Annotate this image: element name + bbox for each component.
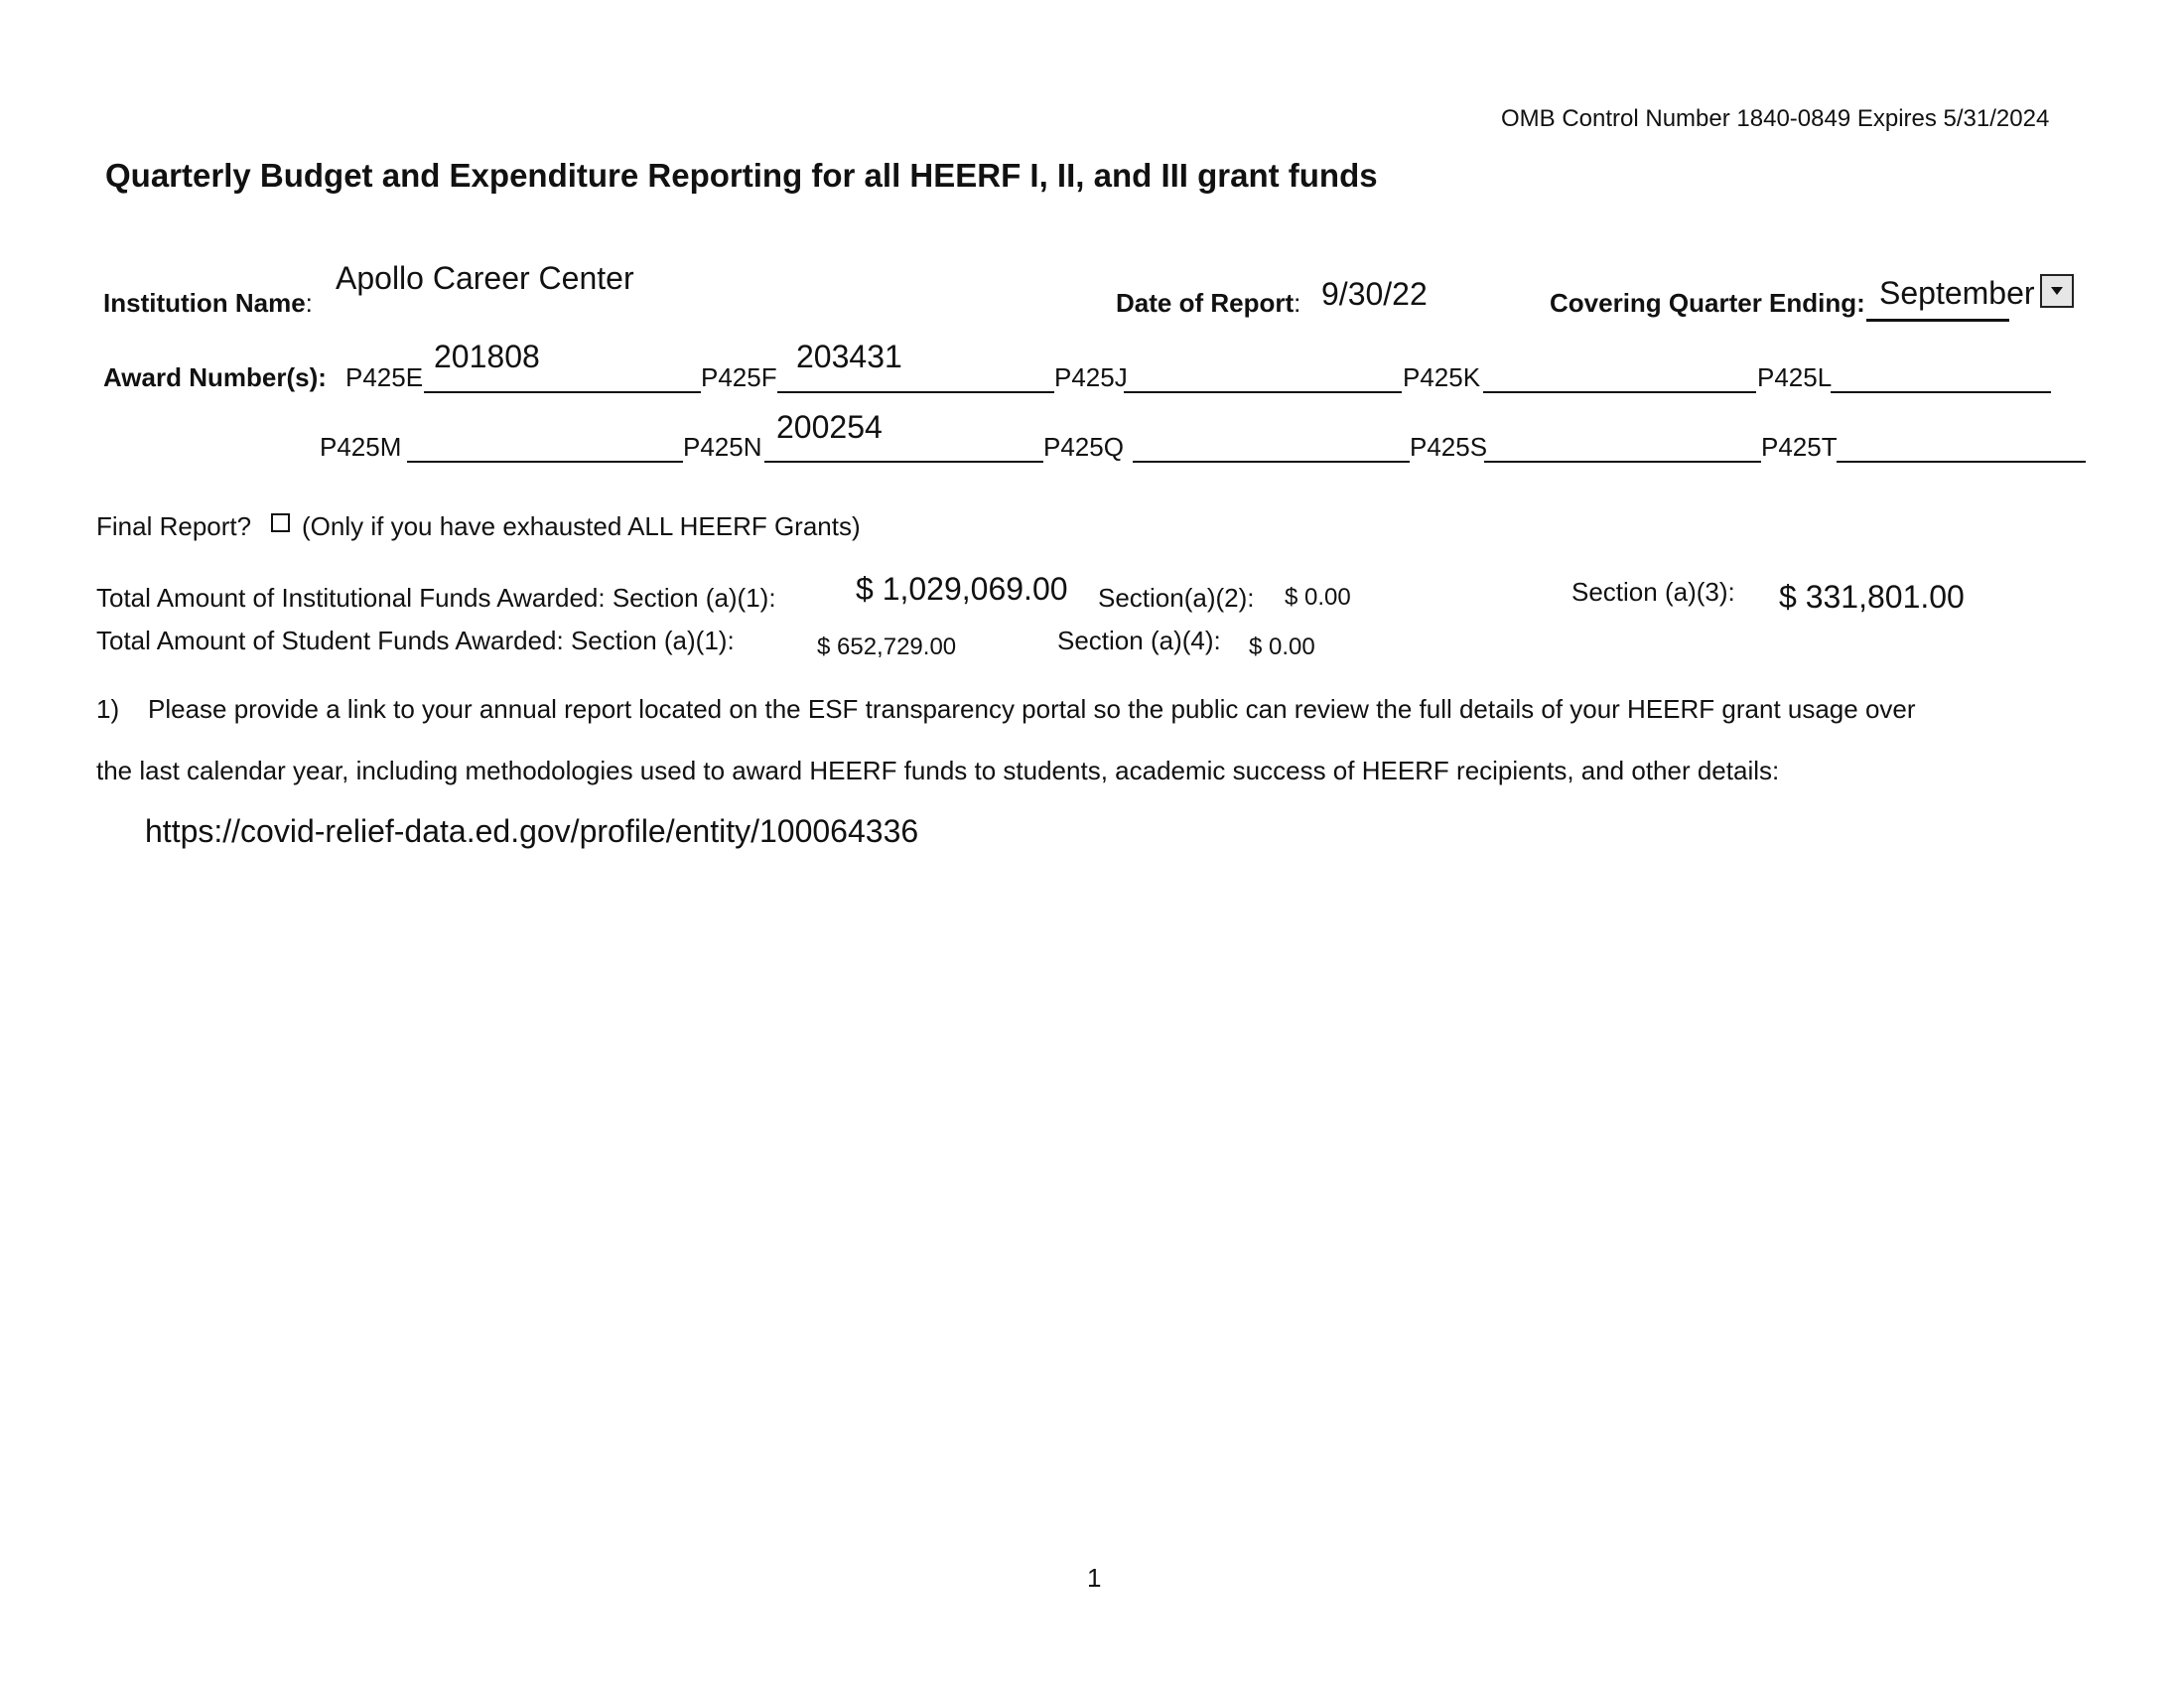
award-code-p425f: P425F (701, 362, 777, 392)
chevron-down-icon (2049, 285, 2065, 297)
award-underline-p425k (1483, 391, 1756, 393)
award-underline-p425e (424, 391, 701, 393)
omb-control-number: OMB Control Number 1840-0849 Expires 5/31/2024 (1501, 105, 2050, 132)
institutional-funds-label: Total Amount of Institutional Funds Awarded: Section (a)(1): (96, 583, 776, 613)
institutional-a3-amount[interactable]: $ 331,801.00 (1779, 579, 1965, 615)
award-underline-p425q (1133, 461, 1410, 463)
award-code-p425q: P425Q (1043, 432, 1124, 462)
award-underline-p425j (1124, 391, 1402, 393)
institution-name-label: Institution Name: (103, 288, 313, 318)
quarter-ending-label: Covering Quarter Ending: (1550, 288, 1865, 318)
date-of-report-field[interactable]: 9/30/22 (1321, 276, 1428, 312)
award-underline-p425l (1831, 391, 2051, 393)
award-code-p425k: P425K (1403, 362, 1481, 392)
award-field-p425f[interactable]: 203431 (796, 339, 902, 374)
final-report-checkbox[interactable] (271, 513, 290, 532)
award-underline-p425t (1837, 461, 2086, 463)
institution-name-field[interactable]: Apollo Career Center (336, 260, 634, 296)
award-underline-p425m (407, 461, 683, 463)
award-code-p425s: P425S (1410, 432, 1488, 462)
award-code-p425l: P425L (1757, 362, 1833, 392)
institutional-a2-label: Section(a)(2): (1098, 583, 1255, 613)
award-code-p425t: P425T (1761, 432, 1838, 462)
page-number: 1 (1087, 1563, 1102, 1593)
award-field-p425n[interactable]: 200254 (776, 409, 883, 445)
form-title: Quarterly Budget and Expenditure Reporting for all HEERF I, II, and III grant funds (105, 157, 1378, 194)
award-numbers-label: Award Number(s): (103, 362, 327, 392)
award-underline-p425f (777, 391, 1054, 393)
quarter-select-underline (1866, 319, 2009, 322)
date-of-report-label: Date of Report: (1116, 288, 1301, 318)
award-code-p425n: P425N (683, 432, 762, 462)
award-underline-p425n (764, 461, 1043, 463)
award-underline-p425s (1484, 461, 1761, 463)
award-code-p425e: P425E (345, 362, 424, 392)
award-code-p425m: P425M (320, 432, 402, 462)
question-1-number: 1) (96, 694, 120, 724)
question-1-answer-field[interactable]: https://covid-relief-data.ed.gov/profile/entity/100064336 (145, 813, 919, 849)
final-report-label: Final Report? (96, 511, 252, 541)
award-field-p425e[interactable]: 201808 (434, 339, 540, 374)
student-a4-amount[interactable]: $ 0.00 (1249, 633, 1315, 660)
student-funds-label: Total Amount of Student Funds Awarded: Section (a)(1): (96, 626, 735, 655)
question-1-line-2: the last calendar year, including methodologies used to award HEERF funds to students, academic success of HEERF recipients, and other details: (96, 756, 1780, 785)
institutional-a1-amount[interactable]: $ 1,029,069.00 (856, 571, 1068, 607)
institutional-a2-amount[interactable]: $ 0.00 (1285, 584, 1351, 611)
award-code-p425j: P425J (1054, 362, 1128, 392)
student-a4-label: Section (a)(4): (1057, 626, 1221, 655)
final-report-note: (Only if you have exhausted ALL HEERF Grants) (302, 511, 861, 541)
student-a1-amount[interactable]: $ 652,729.00 (817, 633, 957, 660)
quarter-ending-select[interactable]: September (1879, 275, 2035, 311)
question-1-line-1: Please provide a link to your annual report located on the ESF transparency portal so the public can review the full details of your HEERF grant usage over (148, 694, 1916, 724)
institutional-a3-label: Section (a)(3): (1571, 577, 1735, 607)
quarter-dropdown-button[interactable] (2040, 274, 2074, 308)
